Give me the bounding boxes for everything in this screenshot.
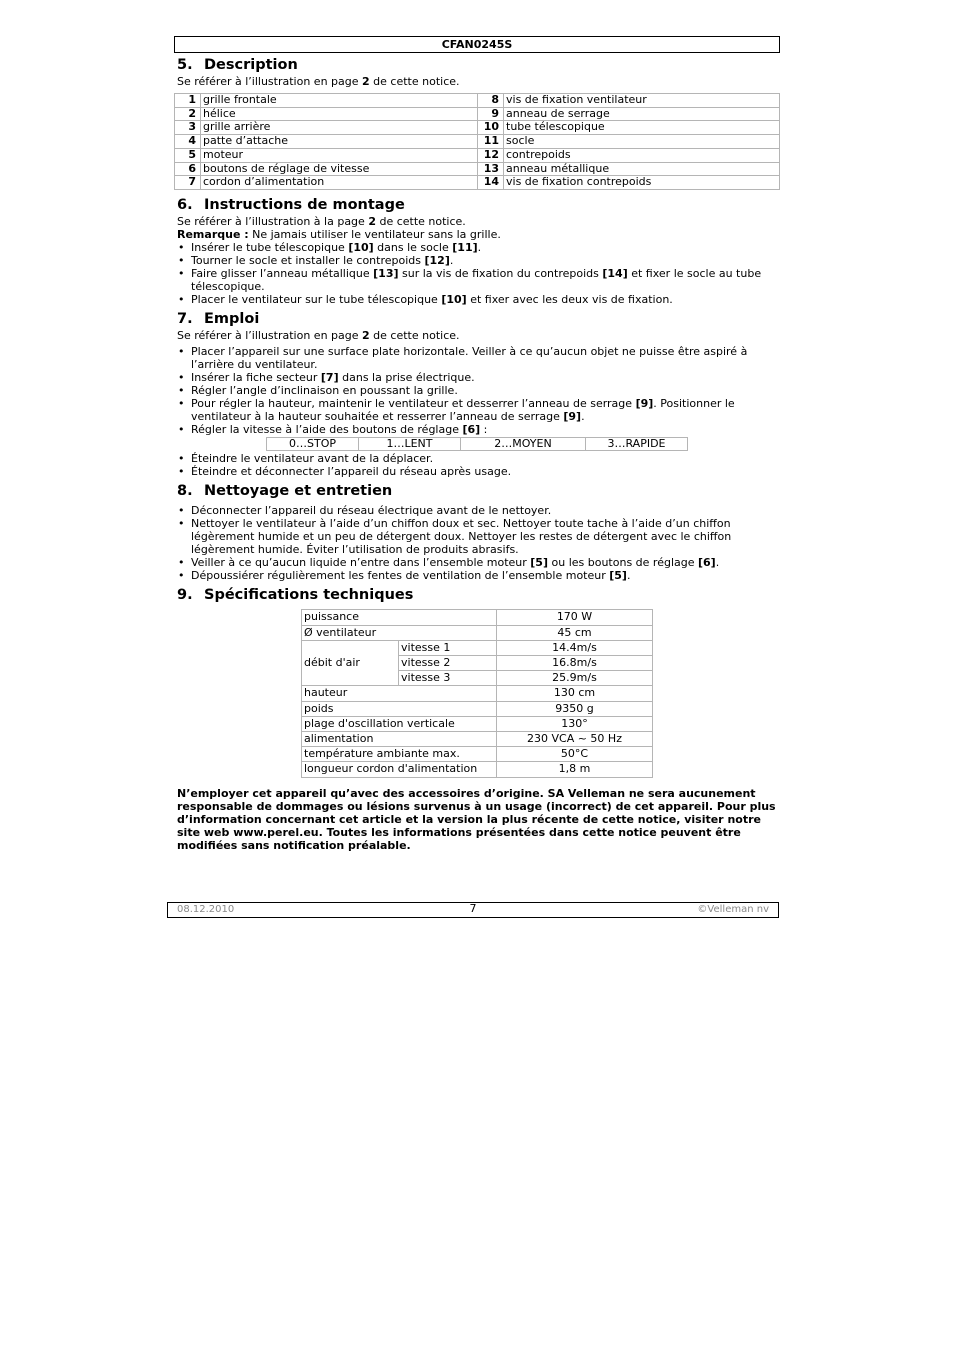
spec-value: 50°C: [497, 747, 653, 762]
section-6-heading: [177, 195, 780, 215]
spec-value: 230 VCA ~ 50 Hz: [497, 732, 653, 747]
page-content: [177, 55, 780, 852]
spec-label: température ambiante max.: [302, 747, 497, 762]
section-number: 8.: [177, 483, 193, 500]
spec-label: alimentation: [302, 732, 497, 747]
part-name: boutons de réglage de vitesse: [201, 162, 478, 176]
speed-cell: 1…LENT: [359, 437, 461, 451]
spec-table: [301, 609, 653, 777]
spec-row: [302, 686, 653, 701]
list-item: • Faire glisser l’anneau métallique [13] sur la vis de fixation du contrepoids [14] et fixer le socle au tube télescopique.: [177, 267, 780, 293]
spec-value: 16.8m/s: [497, 656, 653, 671]
spec-row: [302, 625, 653, 640]
list-item: • Déconnecter l’appareil du réseau électrique avant de le nettoyer.: [177, 504, 780, 517]
section-7-intro: Se référer à l’illustration en page 2 de cette notice.: [177, 328, 460, 342]
list-item: • Insérer la fiche secteur [7] dans la prise électrique.: [177, 371, 780, 384]
spec-label: puissance: [302, 610, 497, 625]
spec-label: Ø ventilateur: [302, 625, 497, 640]
spec-row: [302, 701, 653, 716]
table-row: [175, 94, 780, 108]
part-name: moteur: [201, 148, 478, 162]
list-item: • Pour régler la hauteur, maintenir le ventilateur et desserrer l’anneau de serrage [9]. Positionner le ventilateur à la hauteur souhaitée et resserrer l’anneau de serrage [9].: [177, 397, 780, 423]
section-number: 6.: [177, 196, 193, 213]
list-item: • Éteindre et déconnecter l’appareil du réseau après usage.: [177, 465, 780, 478]
spec-value: 130 cm: [497, 686, 653, 701]
part-number: 10: [478, 121, 504, 135]
spec-value: 1,8 m: [497, 762, 653, 777]
speed-cell: 3…RAPIDE: [586, 437, 688, 451]
list-item: • Dépoussiérer régulièrement les fentes de ventilation de l’ensemble moteur [5].: [177, 569, 780, 582]
section-title: Spécifications techniques: [204, 587, 414, 604]
part-name: vis de fixation contrepoids: [504, 176, 780, 190]
spec-row: [302, 610, 653, 625]
section-7-list-end: [177, 452, 780, 478]
spec-row: [302, 640, 653, 655]
speed-cell: 2…MOYEN: [461, 437, 586, 451]
section-8-heading: [177, 481, 780, 501]
part-name: tube télescopique: [504, 121, 780, 135]
part-name: contrepoids: [504, 148, 780, 162]
part-number: 3: [175, 121, 201, 135]
part-name: cordon d’alimentation: [201, 176, 478, 190]
spec-label: débit d'air: [302, 640, 399, 686]
section-5-intro: Se référer à l’illustration en page 2 de cette notice.: [177, 75, 460, 88]
part-number: 2: [175, 107, 201, 121]
page-number: 7: [469, 902, 477, 915]
part-number: 4: [175, 135, 201, 149]
part-number: 13: [478, 162, 504, 176]
part-name: socle: [504, 135, 780, 149]
table-row: [175, 107, 780, 121]
section-title: Emploi: [204, 310, 260, 327]
section-6-intro: Se référer à l’illustration à la page 2 de cette notice.: [177, 214, 466, 228]
part-name: hélice: [201, 107, 478, 121]
spec-label: hauteur: [302, 686, 497, 701]
list-item: • Insérer le tube télescopique [10] dans le socle [11].: [177, 241, 780, 254]
section-6-remark: Remarque : Ne jamais utiliser le ventilateur sans la grille.: [177, 227, 501, 241]
list-item: • Régler la vitesse à l’aide des boutons de réglage [6] :: [177, 423, 780, 436]
section-7-list: [177, 345, 780, 436]
table-row: [175, 121, 780, 135]
part-name: grille frontale: [201, 94, 478, 108]
footer-copyright: ©Velleman nv: [697, 904, 769, 915]
list-item: • Éteindre le ventilateur avant de la déplacer.: [177, 452, 780, 465]
spec-sublabel: vitesse 2: [399, 656, 497, 671]
disclaimer: N’employer cet appareil qu’avec des accessoires d’origine. SA Velleman ne sera aucunement responsable de dommages ou lésions survenus à un usage (incorrect) de cet appareil. Pour plus d’information concernant cet article et la version la plus récente de cette notice, visiter notre site web www.perel.eu. Toutes les informations présentées dans cette notice peuvent être modifiées sans notification préalable.: [177, 786, 776, 852]
spec-label: poids: [302, 701, 497, 716]
part-number: 5: [175, 148, 201, 162]
spec-value: 14.4m/s: [497, 640, 653, 655]
spec-row: [302, 732, 653, 747]
part-name: anneau de serrage: [504, 107, 780, 121]
section-8-list: [177, 504, 780, 582]
section-5-heading: [177, 55, 780, 75]
part-number: 14: [478, 176, 504, 190]
section-number: 7.: [177, 310, 193, 327]
part-number: 11: [478, 135, 504, 149]
part-name: vis de fixation ventilateur: [504, 94, 780, 108]
spec-value: 25.9m/s: [497, 671, 653, 686]
section-7-heading: [177, 309, 780, 329]
part-name: grille arrière: [201, 121, 478, 135]
part-number: 12: [478, 148, 504, 162]
spec-label: plage d'oscillation verticale: [302, 716, 497, 731]
speed-table: [266, 437, 688, 452]
footer: [167, 902, 779, 918]
parts-table: [174, 93, 780, 190]
table-row: [175, 135, 780, 149]
spec-label: longueur cordon d'alimentation: [302, 762, 497, 777]
spec-value: 130°: [497, 716, 653, 731]
table-row: [175, 162, 780, 176]
part-name: patte d’attache: [201, 135, 478, 149]
section-6-list: [177, 241, 780, 306]
section-9-heading: [177, 585, 780, 605]
section-number: 9.: [177, 587, 193, 604]
list-item: • Placer l’appareil sur une surface plate horizontale. Veiller à ce qu’aucun objet ne puisse être aspiré à l’arrière du ventilateur.: [177, 345, 780, 371]
part-number: 7: [175, 176, 201, 190]
list-item: • Nettoyer le ventilateur à l’aide d’un chiffon doux et sec. Nettoyer toute tache à l’aide d’un chiffon légèrement humide et un peu de détergent doux. Nettoyer les restes de détergent avec le chiffon légèrement humide. Éviter l’utilisation de produits abrasifs.: [177, 517, 780, 556]
list-item: • Veiller à ce qu’aucun liquide n’entre dans l’ensemble moteur [5] ou les boutons de réglage [6].: [177, 556, 780, 569]
spec-sublabel: vitesse 3: [399, 671, 497, 686]
spec-row: [302, 747, 653, 762]
section-number: 5.: [177, 57, 193, 73]
section-title: Instructions de montage: [204, 196, 405, 213]
spec-row: [302, 762, 653, 777]
footer-date: 08.12.2010: [177, 904, 235, 915]
spec-row: [302, 716, 653, 731]
table-row: [175, 176, 780, 190]
spec-value: 9350 g: [497, 701, 653, 716]
spec-value: 45 cm: [497, 625, 653, 640]
spec-sublabel: vitesse 1: [399, 640, 497, 655]
section-title: Description: [204, 57, 298, 73]
list-item: • Placer le ventilateur sur le tube télescopique [10] et fixer avec les deux vis de fixation.: [177, 293, 780, 306]
section-title: Nettoyage et entretien: [204, 483, 393, 500]
part-number: 9: [478, 107, 504, 121]
list-item: • Régler l’angle d’inclinaison en poussant la grille.: [177, 384, 780, 397]
part-name: anneau métallique: [504, 162, 780, 176]
speed-cell: 0…STOP: [267, 437, 359, 451]
part-number: 6: [175, 162, 201, 176]
list-item: • Tourner le socle et installer le contrepoids [12].: [177, 254, 780, 267]
table-row: [175, 148, 780, 162]
part-number: 8: [478, 94, 504, 108]
header-model: CFAN0245S: [174, 36, 780, 53]
part-number: 1: [175, 94, 201, 108]
spec-value: 170 W: [497, 610, 653, 625]
